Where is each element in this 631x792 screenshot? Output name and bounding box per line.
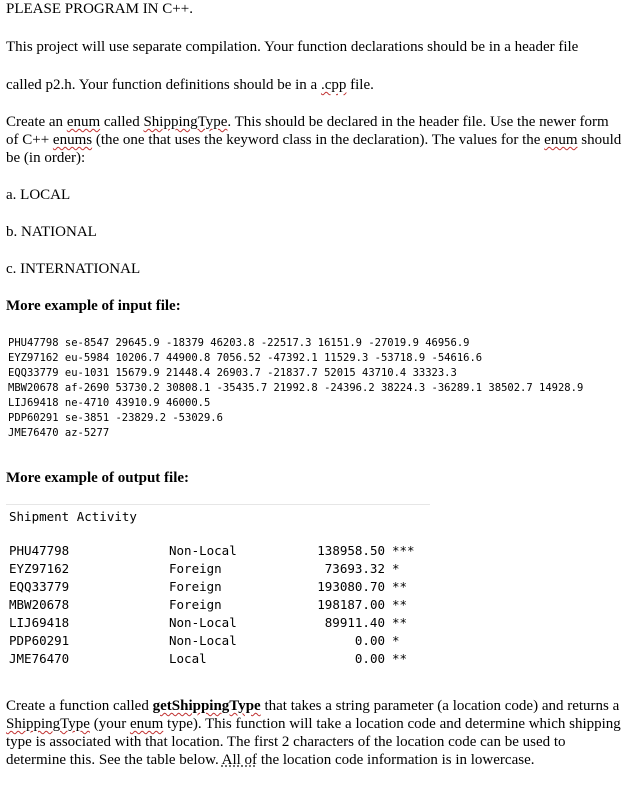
header-file-paragraph bbox=[6, 76, 374, 94]
get-shipping-type-term: getShippingType bbox=[152, 698, 261, 714]
shipment-type: Non-Local bbox=[169, 633, 237, 648]
input-line: MBW20678 af-2690 53730.2 30808.1 -35435.7 21992.8 -24396.2 38224.3 -36289.1 38502.7 14928.9 bbox=[8, 382, 584, 394]
shipping-type-term: ShippingType bbox=[6, 716, 90, 732]
table-row bbox=[0, 542, 631, 560]
table-row bbox=[0, 632, 631, 650]
shipment-stars: * bbox=[392, 561, 400, 576]
input-line: EYZ97162 eu-5984 10206.7 44900.8 7056.52 -47392.1 11529.3 -53718.9 -54616.6 bbox=[8, 352, 483, 364]
shipment-amount: 0.00 bbox=[354, 633, 385, 648]
shipment-id: JME76470 bbox=[9, 651, 70, 666]
enum-paragraph bbox=[6, 113, 624, 167]
input-line: EQQ33779 eu-1031 15679.9 21448.4 26903.7 -21837.7 52015 43710.4 33323.3 bbox=[8, 367, 457, 379]
output-table bbox=[0, 542, 631, 668]
shipment-amount: 73693.32 bbox=[324, 561, 385, 576]
shipment-id: LIJ69418 bbox=[9, 615, 70, 630]
shipment-stars: ** bbox=[392, 651, 408, 666]
table-row bbox=[0, 596, 631, 614]
table-row bbox=[0, 560, 631, 578]
enum-term: enum bbox=[544, 132, 578, 148]
shipment-id: PHU47798 bbox=[9, 543, 70, 558]
text-segment: called bbox=[100, 114, 144, 130]
shipment-type: Foreign bbox=[169, 561, 222, 576]
shipment-stars: * bbox=[392, 633, 400, 648]
cpp-term: .cpp bbox=[320, 77, 347, 93]
shipment-id: EQQ33779 bbox=[9, 579, 70, 594]
function-paragraph bbox=[6, 697, 624, 769]
shipment-id: EYZ97162 bbox=[9, 561, 70, 576]
input-example-heading: More example of input file: bbox=[6, 298, 181, 314]
text-segment: should be (in order): bbox=[6, 132, 622, 166]
shipment-type: Local bbox=[169, 651, 207, 666]
shipment-id: PDP60291 bbox=[9, 633, 70, 648]
text-segment: (your bbox=[89, 716, 130, 732]
text-segment: Create a function called bbox=[6, 698, 153, 714]
document-heading: PLEASE PROGRAM IN C++. bbox=[6, 1, 193, 17]
shipment-type: Foreign bbox=[169, 579, 222, 594]
shipment-stars: ** bbox=[392, 579, 408, 594]
table-row bbox=[0, 614, 631, 632]
text-segment: Create an bbox=[6, 114, 67, 130]
text-segment: the location code information is in lowercase. bbox=[257, 752, 535, 768]
table-row bbox=[0, 578, 631, 596]
shipment-amount: 89911.40 bbox=[324, 615, 385, 630]
input-file-example bbox=[8, 336, 583, 441]
shipment-id: MBW20678 bbox=[9, 597, 70, 612]
enum-value-national: b. NATIONAL bbox=[6, 224, 97, 240]
input-line: PHU47798 se-8547 29645.9 -18379 46203.8 -22517.3 16151.9 -27019.9 46956.9 bbox=[8, 337, 470, 349]
output-example-heading: More example of output file: bbox=[6, 470, 190, 486]
shipping-type-term: ShippingType bbox=[143, 114, 228, 130]
text-segment: type). This function will take a location code and determine which shipping type is associated with that location. The first 2 characters of the location code can be used to determine this. See the table below. bbox=[6, 716, 621, 768]
all-of-term: All of bbox=[221, 752, 258, 768]
enum-value-international: c. INTERNATIONAL bbox=[6, 261, 141, 277]
shipment-amount: 138958.50 bbox=[317, 543, 385, 558]
shipment-type: Foreign bbox=[169, 597, 222, 612]
input-line: JME76470 az-5277 bbox=[8, 427, 110, 439]
input-line: PDP60291 se-3851 -23829.2 -53029.6 bbox=[8, 412, 223, 424]
shipment-stars: ** bbox=[392, 615, 408, 630]
text-segment: (the one that uses the keyword class in the declaration). The values for the bbox=[92, 132, 545, 148]
table-row bbox=[0, 650, 631, 668]
shipment-amount: 0.00 bbox=[354, 651, 385, 666]
text-segment: that takes a string parameter (a location code) and returns a bbox=[260, 698, 620, 714]
shipment-amount: 193080.70 bbox=[317, 579, 385, 594]
shipment-amount: 198187.00 bbox=[317, 597, 385, 612]
shipment-stars: ** bbox=[392, 597, 408, 612]
intro-paragraph: This project will use separate compilation. Your function declarations should be in a header file bbox=[6, 39, 579, 55]
output-title: Shipment Activity bbox=[9, 509, 137, 524]
enum-term: enum bbox=[66, 114, 101, 130]
text-segment: . This should be declared in the header file. Use the newer form of C++ bbox=[6, 114, 609, 148]
text-segment: file. bbox=[346, 77, 374, 93]
shipment-type: Non-Local bbox=[169, 615, 237, 630]
shipment-stars: *** bbox=[392, 543, 415, 558]
enums-term: enums bbox=[52, 132, 93, 148]
text-segment: called p2.h. Your function definitions should be in a bbox=[6, 77, 321, 93]
shipment-type: Non-Local bbox=[169, 543, 237, 558]
enum-value-local: a. LOCAL bbox=[6, 187, 71, 203]
output-divider bbox=[6, 504, 430, 505]
enum-term: enum bbox=[129, 716, 164, 732]
input-line: LIJ69418 ne-4710 43910.9 46000.5 bbox=[8, 397, 211, 409]
